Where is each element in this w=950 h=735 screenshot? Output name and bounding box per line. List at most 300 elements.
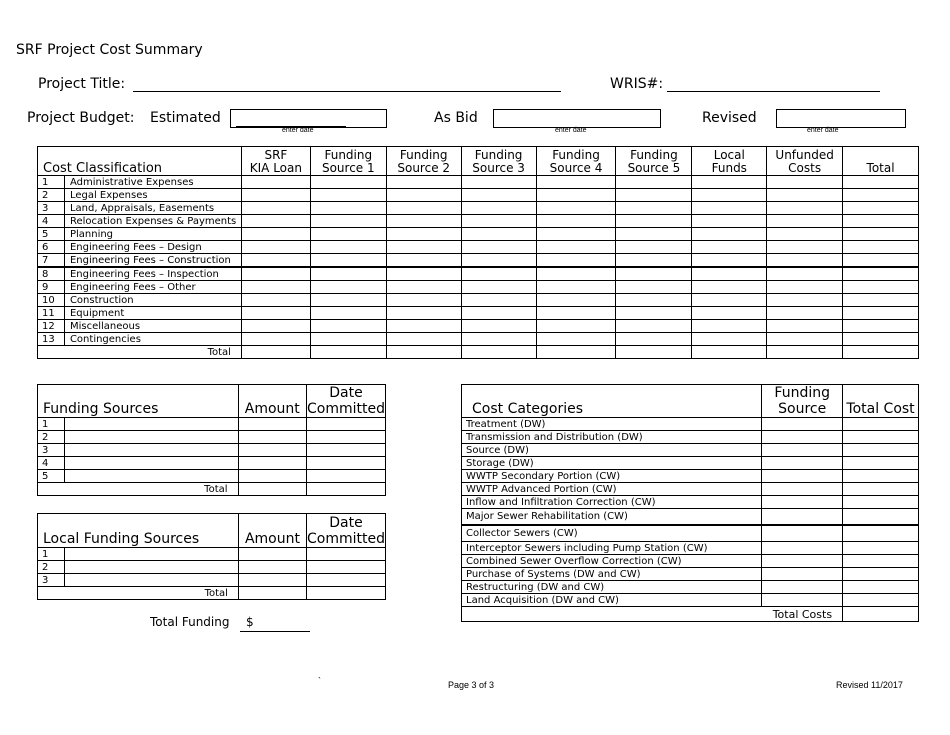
amount-cell[interactable] (238, 548, 306, 561)
cost-input-cell[interactable] (386, 254, 461, 268)
wris-label: WRIS#: (610, 76, 664, 92)
cost-input-cell[interactable] (241, 294, 310, 307)
funding-source-cell[interactable] (762, 483, 843, 496)
cost-input-cell[interactable] (536, 202, 616, 215)
cost-input-cell[interactable] (536, 254, 616, 268)
cost-input-cell[interactable] (536, 333, 616, 346)
revised-label: Revised (702, 110, 757, 126)
cost-category-label: Combined Sewer Overflow Correction (CW) (462, 555, 762, 568)
cost-categories-table (461, 384, 919, 622)
cost-input-cell[interactable] (310, 254, 386, 268)
wris-field[interactable] (667, 91, 880, 92)
source-name-cell[interactable] (64, 418, 238, 431)
cost-input-cell[interactable] (461, 281, 536, 294)
row-number: 1 (38, 548, 65, 561)
cost-input-cell[interactable] (616, 320, 692, 333)
cost-input-cell[interactable] (843, 189, 919, 202)
table-row (462, 470, 919, 483)
funding-sources-title: Funding Sources (38, 385, 239, 418)
total-funding-label: Total Funding (150, 615, 230, 629)
source-name-cell[interactable] (64, 548, 238, 561)
revised-field[interactable] (776, 109, 906, 128)
total-cost-cell[interactable] (843, 470, 919, 483)
row-number: 2 (38, 189, 65, 202)
cost-input-cell[interactable] (310, 241, 386, 254)
funding-source-1-header: Funding Source 1 (310, 147, 386, 176)
funding-source-2-header: Funding Source 2 (386, 147, 461, 176)
cost-input-cell[interactable] (616, 189, 692, 202)
local-funding-sources-table (37, 513, 386, 600)
cost-input-cell[interactable] (692, 267, 767, 281)
date-committed-cell[interactable] (306, 444, 385, 457)
as-bid-field[interactable] (493, 109, 661, 128)
total-cost-cell[interactable] (843, 444, 919, 457)
cost-input-cell[interactable] (386, 189, 461, 202)
row-label: Legal Expenses (64, 189, 241, 202)
cost-input-cell[interactable] (386, 176, 461, 189)
total-cost-cell[interactable] (843, 483, 919, 496)
cost-input-cell[interactable] (843, 281, 919, 294)
funding-source-4-header: Funding Source 4 (536, 147, 616, 176)
table-row (38, 444, 386, 457)
table-row (38, 267, 919, 281)
total-cost-cell[interactable] (843, 418, 919, 431)
cost-input-cell[interactable] (767, 333, 843, 346)
cost-input-cell[interactable] (692, 281, 767, 294)
total-cost-cell[interactable] (843, 594, 919, 607)
row-number: 2 (38, 431, 65, 444)
cost-input-cell[interactable] (461, 202, 536, 215)
date-committed-cell[interactable] (306, 418, 385, 431)
project-title-field[interactable] (133, 91, 561, 92)
cost-input-cell[interactable] (461, 294, 536, 307)
cost-input-cell[interactable] (536, 176, 616, 189)
total-cost-cell[interactable] (843, 581, 919, 594)
cost-category-label: WWTP Advanced Portion (CW) (462, 483, 762, 496)
cost-category-label: Purchase of Systems (DW and CW) (462, 568, 762, 581)
funding-source-cell[interactable] (762, 496, 843, 509)
funding-source-cell[interactable] (762, 444, 843, 457)
table-row (462, 555, 919, 568)
table-row (38, 228, 919, 241)
unfunded-costs-header: Unfunded Costs (767, 147, 843, 176)
cost-input-cell[interactable] (461, 254, 536, 268)
cost-input-cell[interactable] (616, 176, 692, 189)
funding-source-cell[interactable] (762, 594, 843, 607)
cost-total-label: Total (38, 346, 242, 359)
total-cost-cell[interactable] (843, 542, 919, 555)
source-name-cell[interactable] (64, 561, 238, 574)
row-number: 4 (38, 457, 65, 470)
cost-total-cell[interactable] (310, 346, 386, 359)
cost-input-cell[interactable] (767, 307, 843, 320)
funding-sources-total-date[interactable] (306, 483, 385, 496)
cost-category-label: Storage (DW) (462, 457, 762, 470)
cost-input-cell[interactable] (241, 320, 310, 333)
cost-category-label: Treatment (DW) (462, 418, 762, 431)
srf-header: SRF KIA Loan (241, 147, 310, 176)
total-cost-cell[interactable] (843, 457, 919, 470)
cost-input-cell[interactable] (310, 228, 386, 241)
row-number: 2 (38, 561, 65, 574)
cost-input-cell[interactable] (310, 189, 386, 202)
revision-date: Revised 11/2017 (836, 680, 903, 690)
table-row (38, 574, 386, 587)
table-row (462, 509, 919, 526)
amount-cell[interactable] (238, 457, 306, 470)
row-number: 10 (38, 294, 65, 307)
cost-classification-header: Cost Classification (38, 147, 242, 176)
cost-input-cell[interactable] (461, 333, 536, 346)
cost-category-label: Major Sewer Rehabilitation (CW) (462, 509, 762, 526)
table-row (38, 294, 919, 307)
cost-input-cell[interactable] (461, 228, 536, 241)
funding-date-header: Date Committed (307, 385, 385, 417)
cost-total-cell[interactable] (616, 346, 692, 359)
cost-input-cell[interactable] (310, 281, 386, 294)
revised-date-hint: enter date (807, 127, 839, 134)
cost-total-cell[interactable] (461, 346, 536, 359)
cost-input-cell[interactable] (843, 267, 919, 281)
table-row (462, 418, 919, 431)
cost-input-cell[interactable] (692, 215, 767, 228)
cost-input-cell[interactable] (310, 307, 386, 320)
source-name-cell[interactable] (64, 457, 238, 470)
funding-sources-total-amount[interactable] (238, 483, 306, 496)
footer-tick: ` (318, 676, 321, 686)
cost-input-cell[interactable] (692, 294, 767, 307)
cost-input-cell[interactable] (386, 267, 461, 281)
cost-input-cell[interactable] (692, 202, 767, 215)
funding-source-cell[interactable] (762, 457, 843, 470)
row-number: 1 (38, 176, 65, 189)
date-committed-cell[interactable] (307, 574, 386, 587)
cost-input-cell[interactable] (843, 307, 919, 320)
cost-input-cell[interactable] (616, 294, 692, 307)
date-committed-cell[interactable] (306, 431, 385, 444)
cost-input-cell[interactable] (692, 189, 767, 202)
funding-amount-header: Amount (238, 385, 306, 418)
row-label: Land, Appraisals, Easements (64, 202, 241, 215)
estimated-date-hint: enter date (282, 127, 314, 134)
amount-cell[interactable] (238, 561, 306, 574)
row-label: Engineering Fees – Inspection (64, 267, 241, 281)
row-number: 6 (38, 241, 65, 254)
row-label: Planning (64, 228, 241, 241)
cost-input-cell[interactable] (241, 333, 310, 346)
cost-input-cell[interactable] (536, 267, 616, 281)
cost-input-cell[interactable] (536, 241, 616, 254)
table-row (38, 281, 919, 294)
cost-input-cell[interactable] (843, 228, 919, 241)
cost-input-cell[interactable] (461, 241, 536, 254)
table-row (38, 189, 919, 202)
funding-source-cell[interactable] (762, 542, 843, 555)
cost-input-cell[interactable] (386, 294, 461, 307)
row-number: 3 (38, 574, 65, 587)
total-cost-cell[interactable] (843, 509, 919, 526)
cost-input-cell[interactable] (536, 215, 616, 228)
cost-total-cell[interactable] (692, 346, 767, 359)
project-budget-label: Project Budget: (27, 110, 135, 126)
cost-input-cell[interactable] (310, 320, 386, 333)
cost-input-cell[interactable] (241, 202, 310, 215)
row-number: 9 (38, 281, 65, 294)
total-header: Total (843, 147, 919, 176)
funding-source-cell[interactable] (762, 555, 843, 568)
funding-source-5-header: Funding Source 5 (616, 147, 692, 176)
source-name-cell[interactable] (64, 431, 238, 444)
cost-input-cell[interactable] (241, 254, 310, 268)
amount-cell[interactable] (238, 470, 306, 483)
cost-input-cell[interactable] (843, 333, 919, 346)
total-cost-cell[interactable] (843, 525, 919, 542)
funding-source-cell[interactable] (762, 525, 843, 542)
cost-input-cell[interactable] (692, 254, 767, 268)
funding-source-cell[interactable] (762, 418, 843, 431)
total-funding-field[interactable] (240, 631, 310, 632)
cost-input-cell[interactable] (536, 189, 616, 202)
cost-categories-title: Cost Categories (462, 385, 762, 418)
cost-input-cell[interactable] (461, 267, 536, 281)
cost-category-label: WWTP Secondary Portion (CW) (462, 470, 762, 483)
table-row (38, 418, 386, 431)
cost-input-cell[interactable] (461, 189, 536, 202)
cost-input-cell[interactable] (843, 241, 919, 254)
cost-input-cell[interactable] (310, 176, 386, 189)
row-number: 5 (38, 228, 65, 241)
table-row (462, 444, 919, 457)
local-amount-header: Amount (238, 514, 306, 548)
cost-input-cell[interactable] (767, 320, 843, 333)
row-number: 5 (38, 470, 65, 483)
cost-total-cell[interactable] (386, 346, 461, 359)
cost-input-cell[interactable] (386, 307, 461, 320)
funding-source-cell[interactable] (762, 509, 843, 526)
funding-source-3-header: Funding Source 3 (461, 147, 536, 176)
cost-input-cell[interactable] (767, 202, 843, 215)
funding-sources-table (37, 384, 386, 496)
cost-input-cell[interactable] (241, 228, 310, 241)
table-row (38, 548, 386, 561)
row-number: 7 (38, 254, 65, 268)
cost-input-cell[interactable] (843, 176, 919, 189)
table-row (462, 431, 919, 444)
cost-input-cell[interactable] (461, 215, 536, 228)
source-name-cell[interactable] (64, 470, 238, 483)
amount-cell[interactable] (238, 444, 306, 457)
cost-input-cell[interactable] (616, 267, 692, 281)
row-number: 3 (38, 444, 65, 457)
row-number: 13 (38, 333, 65, 346)
table-row (38, 561, 386, 574)
source-name-cell[interactable] (64, 444, 238, 457)
cost-input-cell[interactable] (843, 320, 919, 333)
cost-input-cell[interactable] (461, 320, 536, 333)
cost-input-cell[interactable] (386, 215, 461, 228)
cost-categories-total-header: Total Cost (843, 385, 919, 418)
row-label: Engineering Fees – Construction (64, 254, 241, 268)
row-label: Engineering Fees – Other (64, 281, 241, 294)
project-title-label: Project Title: (38, 76, 126, 92)
date-committed-cell[interactable] (307, 548, 386, 561)
cost-input-cell[interactable] (536, 320, 616, 333)
cost-input-cell[interactable] (386, 202, 461, 215)
cost-input-cell[interactable] (461, 307, 536, 320)
table-row (462, 581, 919, 594)
cost-input-cell[interactable] (461, 176, 536, 189)
funding-source-cell[interactable] (762, 470, 843, 483)
cost-input-cell[interactable] (692, 176, 767, 189)
cost-input-cell[interactable] (692, 241, 767, 254)
cost-input-cell[interactable] (767, 228, 843, 241)
table-row (38, 215, 919, 228)
amount-cell[interactable] (238, 418, 306, 431)
cost-input-cell[interactable] (386, 241, 461, 254)
table-row (462, 525, 919, 542)
total-costs-cell[interactable] (843, 607, 919, 622)
cost-input-cell[interactable] (616, 333, 692, 346)
cost-input-cell[interactable] (310, 202, 386, 215)
cost-input-cell[interactable] (616, 254, 692, 268)
cost-input-cell[interactable] (843, 294, 919, 307)
cost-total-cell[interactable] (843, 346, 919, 359)
cost-input-cell[interactable] (843, 202, 919, 215)
cost-category-label: Restructuring (DW and CW) (462, 581, 762, 594)
cost-input-cell[interactable] (241, 215, 310, 228)
cost-classification-table (37, 146, 919, 359)
table-row (38, 176, 919, 189)
cost-input-cell[interactable] (692, 307, 767, 320)
cost-input-cell[interactable] (241, 267, 310, 281)
cost-input-cell[interactable] (241, 281, 310, 294)
cost-category-label: Transmission and Distribution (DW) (462, 431, 762, 444)
cost-input-cell[interactable] (310, 294, 386, 307)
row-number: 3 (38, 202, 65, 215)
cost-input-cell[interactable] (241, 241, 310, 254)
cost-input-cell[interactable] (241, 189, 310, 202)
cost-input-cell[interactable] (386, 333, 461, 346)
as-bid-label: As Bid (434, 110, 478, 126)
cost-input-cell[interactable] (692, 320, 767, 333)
cost-input-cell[interactable] (616, 215, 692, 228)
funding-sources-total-label: Total (38, 483, 239, 496)
total-cost-cell[interactable] (843, 431, 919, 444)
table-row (38, 241, 919, 254)
row-label: Engineering Fees – Design (64, 241, 241, 254)
cost-input-cell[interactable] (616, 281, 692, 294)
cost-input-cell[interactable] (767, 215, 843, 228)
row-label: Equipment (64, 307, 241, 320)
cost-input-cell[interactable] (767, 267, 843, 281)
total-cost-cell[interactable] (843, 568, 919, 581)
cost-input-cell[interactable] (616, 228, 692, 241)
cost-input-cell[interactable] (241, 176, 310, 189)
cost-input-cell[interactable] (843, 254, 919, 268)
table-row (38, 470, 386, 483)
cost-input-cell[interactable] (310, 215, 386, 228)
cost-input-cell[interactable] (767, 294, 843, 307)
cost-input-cell[interactable] (536, 294, 616, 307)
table-row (38, 431, 386, 444)
table-row (38, 320, 919, 333)
table-row (462, 483, 919, 496)
cost-input-cell[interactable] (386, 228, 461, 241)
table-row (462, 496, 919, 509)
cost-input-cell[interactable] (767, 176, 843, 189)
cost-category-label: Land Acquisition (DW and CW) (462, 594, 762, 607)
cost-total-cell[interactable] (241, 346, 310, 359)
total-cost-cell[interactable] (843, 496, 919, 509)
cost-categories-funding-header: Funding Source (762, 385, 843, 418)
row-number: 1 (38, 418, 65, 431)
estimated-date-field[interactable] (236, 126, 346, 127)
cost-input-cell[interactable] (616, 202, 692, 215)
funding-source-cell[interactable] (762, 431, 843, 444)
cost-input-cell[interactable] (767, 281, 843, 294)
cost-input-cell[interactable] (767, 254, 843, 268)
cost-input-cell[interactable] (310, 267, 386, 281)
amount-cell[interactable] (238, 574, 306, 587)
table-row (38, 457, 386, 470)
cost-category-label: Source (DW) (462, 444, 762, 457)
table-row (38, 307, 919, 320)
cost-input-cell[interactable] (310, 333, 386, 346)
cost-input-cell[interactable] (386, 320, 461, 333)
source-name-cell[interactable] (64, 574, 238, 587)
total-cost-cell[interactable] (843, 555, 919, 568)
funding-source-cell[interactable] (762, 581, 843, 594)
cost-input-cell[interactable] (843, 215, 919, 228)
row-label: Construction (64, 294, 241, 307)
cost-input-cell[interactable] (241, 307, 310, 320)
amount-cell[interactable] (238, 431, 306, 444)
date-committed-cell[interactable] (306, 470, 385, 483)
date-committed-cell[interactable] (306, 457, 385, 470)
cost-input-cell[interactable] (767, 241, 843, 254)
funding-source-cell[interactable] (762, 568, 843, 581)
table-row (462, 568, 919, 581)
local-funding-total-date[interactable] (307, 587, 386, 600)
cost-input-cell[interactable] (536, 281, 616, 294)
table-row (462, 594, 919, 607)
row-label: Miscellaneous (64, 320, 241, 333)
row-label: Relocation Expenses & Payments (64, 215, 241, 228)
cost-total-cell[interactable] (767, 346, 843, 359)
cost-input-cell[interactable] (692, 333, 767, 346)
cost-category-label: Collector Sewers (CW) (462, 525, 762, 542)
date-committed-cell[interactable] (307, 561, 386, 574)
table-row (462, 542, 919, 555)
row-label: Contingencies (64, 333, 241, 346)
cost-input-cell[interactable] (616, 241, 692, 254)
cost-input-cell[interactable] (767, 189, 843, 202)
local-funds-header: Local Funds (692, 147, 767, 176)
cost-input-cell[interactable] (692, 228, 767, 241)
local-funding-total-amount[interactable] (238, 587, 306, 600)
cost-total-cell[interactable] (536, 346, 616, 359)
cost-category-label: Inflow and Infiltration Correction (CW) (462, 496, 762, 509)
row-number: 4 (38, 215, 65, 228)
row-label: Administrative Expenses (64, 176, 241, 189)
cost-input-cell[interactable] (386, 281, 461, 294)
cost-input-cell[interactable] (616, 307, 692, 320)
as-bid-date-hint: enter date (555, 127, 587, 134)
cost-input-cell[interactable] (536, 307, 616, 320)
cost-input-cell[interactable] (536, 228, 616, 241)
page-number: Page 3 of 3 (448, 680, 495, 690)
page-title: SRF Project Cost Summary (16, 42, 203, 58)
